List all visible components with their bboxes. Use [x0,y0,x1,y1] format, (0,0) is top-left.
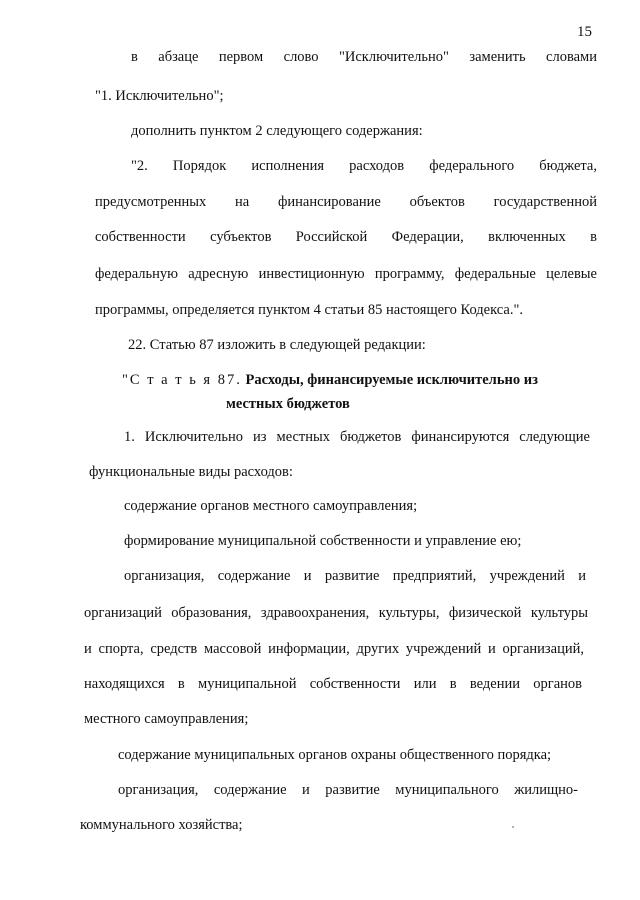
text-line: программы, определяется пунктом 4 статьи 85 настоящего Кодекса.". [95,302,524,318]
text-line: организация, содержание и развитие муниципального жилищно- [118,782,578,798]
text-line: находящихся в муниципальной собственности или в ведении органов [84,676,582,692]
text-line: федеральную адресную инвестиционную программу, федеральные целевые [95,266,597,282]
text-line: в абзаце первом слово "Исключительно" заменить словами [131,49,597,65]
text-line: собственности субъектов Российской Федерации, включенных в [95,229,597,245]
text-line: организация, содержание и развитие предприятий, учреждений и [124,568,586,584]
text-line: и спорта, средств массовой информации, других учреждений и организаций, [84,641,584,657]
text-line: функциональные виды расходов: [89,464,293,480]
text-line: "2. Порядок исполнения расходов федерального бюджета, [131,158,597,174]
page-number: 15 [577,24,592,40]
article-heading [122,371,538,389]
text-line: содержание муниципальных органов охраны общественного порядка; [118,747,552,763]
article-title-line-2: местных бюджетов [226,396,350,412]
text-line: дополнить пунктом 2 следующего содержания: [131,123,423,139]
article-prefix: "С т а т ь я 87. [122,372,242,388]
text-line: предусмотренных на финансирование объектов государственной [95,194,597,210]
text-line: местного самоуправления; [84,711,249,727]
article-title-line-1: Расходы, финансируемые исключительно из [245,372,538,388]
scan-speck [512,826,514,828]
text-line: 1. Исключительно из местных бюджетов финансируются следующие [124,429,590,445]
text-line: коммунального хозяйства; [80,817,243,833]
text-line: 22. Статью 87 изложить в следующей редакции: [128,337,426,353]
text-line: организаций образования, здравоохранения, культуры, физической культуры [84,605,588,621]
text-line: формирование муниципальной собственности и управление ею; [124,533,522,549]
text-line: "1. Исключительно"; [95,88,224,104]
text-line: содержание органов местного самоуправления; [124,498,418,514]
